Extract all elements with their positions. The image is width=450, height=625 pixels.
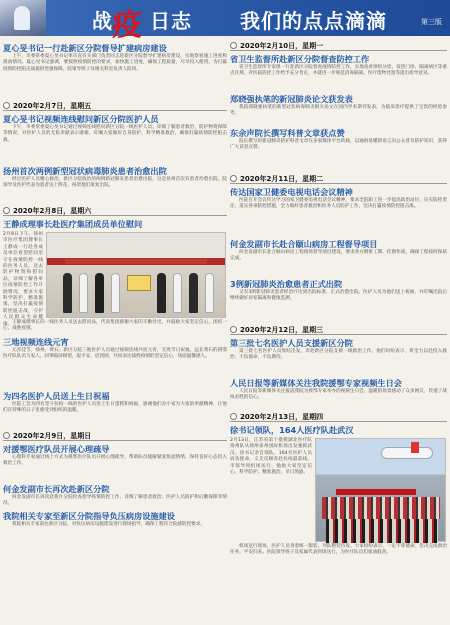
- headline: 第三批七名医护人员支援新区分院: [230, 338, 353, 348]
- headline: 人民日报等新媒体关注我院援鄂专家视频生日会: [230, 378, 402, 388]
- headline: 省卫生监督所赴新区分院督查防控工作: [230, 54, 370, 64]
- headline: 三地视频连线元宵: [3, 337, 69, 347]
- headline: 夏心旻书记一行赴新区分院督导扩建病房建设: [3, 43, 167, 53]
- article-body: 元宵佳节，扬州、黄石、新区分院三地医护人员通过视频连线共度元宵，互致节日祝福。远在黄石的援鄂医疗队队员与家人、同事隔屏相望，报平安、话团圆，共同表达战胜疫情的坚定信心，场面温馨感人。: [3, 348, 227, 360]
- article-body: 何金发副市长赴合颐山病房工程现场督导项目建设，要求各方倒排工期、挂图作战，确保工程按时保质完成。: [230, 250, 447, 262]
- article-body: 我院相关专家前往新区分院，对负压病房设施建设进行现场指导，确保工程符合院感防控要求。: [12, 522, 205, 527]
- headline: 夏心旻书记视频连线慰问新区分院医护人员: [3, 114, 159, 124]
- headline: 3例新冠肺炎治愈患者正式出院: [230, 279, 343, 289]
- date-bar: 2020年2月13日，星期四: [230, 412, 447, 422]
- article-body: 院长撰写的新冠肺炎防护科普文章在多家媒体平台转载，以通俗易懂的语言向公众普及防护知识，获得广大读者点赞。: [230, 139, 447, 151]
- article-body: 医院召开会议传达学习国家卫健委电视电话会议精神，要求全院职工进一步提高政治站位，压实防控责任，落实各项防控措施，全力做好患者救治和医务人员防护工作，坚决打赢疫情防控阻击战。: [230, 198, 447, 210]
- date-bar: 2020年2月11日，星期二: [230, 174, 447, 184]
- article-body: 医院工会为四名坚守抗疫一线的医护人员送上生日蛋糕和祝福，感谢他们舍小家为大家的奉献精神，让他们在特殊的日子里感受到组织的温暖。: [3, 402, 227, 414]
- masthead: [0, 0, 450, 43]
- page-number: 第三版: [421, 18, 442, 26]
- article-body: 第三批七名医护人员集结出发，奔赴新区分院支援一线救治工作。他们纷纷表示，将全力以赴投入救治，不负使命，不负期待。: [230, 349, 447, 361]
- masthead-photo: [0, 0, 46, 36]
- photo-airport-departure: [315, 438, 446, 542]
- left-column: [3, 38, 227, 529]
- article-body: 人民日报等新媒体关注报道我院为援鄂专家举办的视频生日会，温暖的场景感动了众多网友，传递了战疫必胜的信心。: [230, 389, 447, 401]
- date-bar: 2020年2月8日，星期六: [3, 206, 227, 216]
- headline: 东余声院长撰写科普文章获点赞: [230, 128, 345, 138]
- article-body: 又有3例新冠肺炎患者经治疗达到出院标准，正式治愈出院。医护人员为他们送上祝福，并叮嘱出院后继续做好居家隔离和健康监测。: [230, 290, 447, 302]
- headline: 何金发副市长再次赴新区分院: [3, 484, 110, 494]
- headline: 王静成理事长赴医疗集团成员单位慰问: [3, 219, 143, 229]
- article-body: 2月8日下午，扬州市医疗集团理事长王静成一行赴各成员单位看望慰问坚守在疫情防控一线的医务人员，送去防护物资和慰问品，详细了解各单位疫情防控工作开展情况，要求大家科学防护、精准施策，坚决打赢疫情防控阻击战，守护人民群众生命健康。: [3, 232, 43, 327]
- masthead-title-highlight: 疫: [112, 8, 142, 43]
- date-bar: 2020年2月7日，星期五: [3, 101, 227, 111]
- article-body: 心理科专家通过线上方式为援鄂医疗队员开展心理疏导，帮助队员缓解紧张焦虑情绪，保持良好心态投入救治工作。: [3, 455, 227, 467]
- headline: 为四名医护人员送上生日祝福: [3, 391, 110, 401]
- date-bar: 2020年2月10日，星期一: [230, 41, 447, 51]
- headline: 对援鄂医疗队员开展心理疏导: [3, 444, 110, 454]
- headline: 传达国家卫健委电视电话会议精神: [230, 187, 353, 197]
- headline: 徐书记领队，164人医疗队赴武汉: [230, 425, 354, 435]
- article-body: 我院郑晓强执笔的新型冠状病毒肺炎相关论文在国内学术期刊发表，为临床诊疗提供了宝贵的经验参考。: [230, 105, 447, 117]
- article-body: 经过医护人员精心救治，新区分院收治的两例新冠肺炎患者治愈出院，这是扬州首次有患者治愈出院。院领导及医护代表为患者送上鲜花，祝贺他们康复出院。: [3, 177, 227, 189]
- headline: 我院相关专家至新区分院指导负压病房设施建设: [3, 511, 175, 521]
- photo-caption: 王静成理事长向一线医务人员送去慰问品，代表集团感谢大家的辛勤付出，并鼓励大家坚定信心，团结一心，战胜疫情。: [3, 320, 227, 332]
- masthead-title-3: 我们的点点滴滴: [240, 9, 387, 33]
- article-body: 何金发副市长再次赴新区分院检查指导疫情防控工作，详细了解患者救治、医护人员防护和后勤保障等情况。: [3, 495, 227, 507]
- headline: 何金发副市长赴合颐山病房工程督导项目: [230, 239, 378, 249]
- headline: 郑晓强执笔的新冠肺炎论文获发表: [230, 94, 353, 104]
- date-bar: 2020年2月12日，星期三: [230, 325, 447, 335]
- headline: 扬州首次两例新型冠状病毒肺炎患者治愈出院: [3, 166, 167, 176]
- masthead-title-1: 战: [92, 9, 113, 33]
- masthead-title-2: 日志: [150, 9, 192, 33]
- article-body: 机场送行现场，医护人员身着统一服装，列队整装待发。大家纷纷表示，一定不辱使命，坚决完成救治任务，平安归来。医院领导班子及家属代表到场送行，为医疗队员们加油鼓劲。: [230, 544, 447, 556]
- article-body: 省卫生监督所专家组一行赴新区分院督查疫情防控工作，实地查看预检分诊、发热门诊、隔离病区等重点区域，对医院防控工作给予充分肯定，并就进一步规范消毒隔离、医疗废物处置等提出指导意见。: [230, 65, 447, 77]
- right-column: [230, 38, 447, 564]
- article-body: 下午，市委常委夏心旻书记通过视频连线慰问新区分院一线医护人员，详细了解患者救治、防护物资保障等情况，对医护人员的无私奉献表示感谢，叮嘱大家做好自身防护，科学精准救治，确保打赢疫情防控阻击战。: [3, 125, 227, 143]
- article-body: 2月13日，江苏省第十批援湖北医疗队扬州队从扬州泰州国际机场出发驰援武汉。徐书记亲自领队，164名医护人员肩负使命，义无反顾奔赴抗疫最前线。市领导到机场送行，勉励大家坚定信心、科学防护、精准施治，早日凯旋。: [230, 438, 312, 476]
- photo-delegation: [46, 232, 226, 318]
- article-body: 上午，市委常委夏心旻书记率市直有关部门负责同志赴新区分院督导扩建病房建设，实地察看施工进度和准备情况。夏心旻书记强调，要按照疫情防控的要求，加快施工进度，确保工程质量，尽早投入使用，为打赢疫情防控阻击战提供坚强保障。院领导班子及相关科室负责人陪同。: [3, 54, 227, 72]
- date-bar: 2020年2月9日，星期日: [3, 431, 227, 441]
